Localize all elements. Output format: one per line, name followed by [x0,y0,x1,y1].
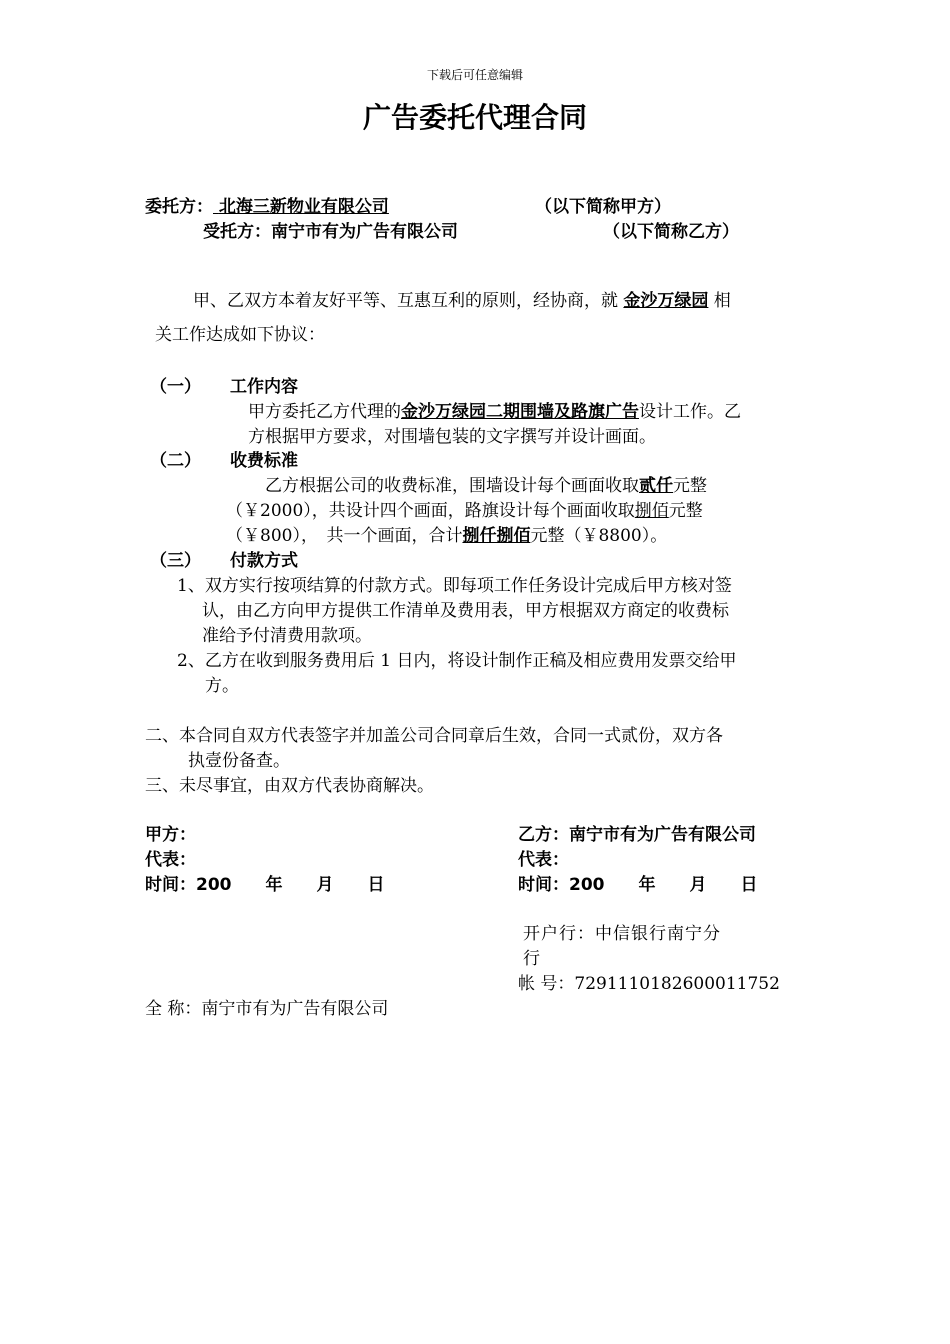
client-alias: （以下简称甲方） [535,197,671,217]
section-3-title: 付款方式 [230,551,298,571]
section-1-line-2: 方根据甲方要求，对围墙包装的文字撰写并设计画面。 [248,427,656,447]
section-2-line-1 [265,471,707,496]
agent-alias: （以下简称乙方） [603,222,739,242]
section-2-title: 收费标准 [230,451,298,471]
clause-2-line-1: 二、本合同自双方代表签字并加盖公司合同章后生效，合同一式贰份，双方各 [145,726,723,746]
clause-2-line-2: 执壹份备查。 [188,751,290,771]
s1-project: 金沙万绿园二期围墙及路旗广告 [401,402,639,422]
party-a-time: 时间：200 年 月 日 [145,875,385,895]
section-2-line-2 [226,496,703,521]
s2-total: 捌仟捌佰 [462,526,531,546]
section-1-line-1 [248,397,741,422]
client-name: 北海三新物业有限公司 [218,197,389,217]
s2-amount-1: 贰仟 [639,476,673,496]
s1-text-a: 甲方委托乙方代理的 [248,402,401,422]
client-line [145,192,389,217]
s2-l2-text-c: 元整 [668,501,703,521]
intro-text-after: 相 [708,291,731,311]
party-a-label: 甲方： [145,825,196,845]
section-3-item-2-line-2: 方。 [205,676,239,696]
s2-l2-text-a: （￥2000），共设计四个画面，路旗设计每个画面收取 [226,501,635,521]
section-1-title: 工作内容 [230,377,298,397]
agent-line [203,217,458,242]
section-3-item-2-line-1: 2、乙方在收到服务费用后 1 日内，将设计制作正稿及相应费用发票交给甲 [177,651,737,671]
section-3-item-1-line-1: 1、双方实行按项结算的付款方式。即每项工作任务设计完成后甲方核对签 [177,576,732,596]
party-b-label: 乙方：南宁市有为广告有限公司 [518,825,756,845]
bank-line-2: 行 [523,949,540,969]
section-3-number: （三） [150,551,201,571]
party-a-rep: 代表： [145,850,196,870]
project-name: 金沙万绿园 [623,291,709,311]
party-b-rep: 代表： [518,850,569,870]
bank-line-1: 开户行：中信银行南宁分 [523,924,721,944]
party-b-time: 时间：200 年 月 日 [518,875,758,895]
section-1-number: （一） [150,377,201,397]
intro-text-before: 甲、乙双方本着友好平等、互惠互利的原则，经协商，就 [193,291,624,311]
s2-l1-text-c: 元整 [673,476,707,496]
s1-text-c: 设计工作。乙 [639,402,741,422]
client-label: 委托方： [145,197,213,217]
account-number: 帐 号：7291110182600011752 [518,974,780,994]
section-3-item-1-line-2: 认，由乙方向甲方提供工作清单及费用表，甲方根据双方商定的收费标 [202,601,729,621]
s2-l1-text-a: 乙方根据公司的收费标准，围墙设计每个画面收取 [265,476,639,496]
intro-line-2: 关工作达成如下协议： [155,325,325,345]
header-note: 下载后可任意编辑 [426,68,523,82]
s2-l3-text-c: 元整（￥8800）。 [530,526,668,546]
agent-name: 南宁市有为广告有限公司 [271,222,458,242]
page-title: 广告委托代理合同 [362,101,587,134]
section-2-line-3 [226,521,667,546]
s2-amount-2: 捌佰 [634,501,669,521]
clause-3: 三、未尽事宜，由双方代表协商解决。 [145,776,434,796]
section-3-item-1-line-3: 准给予付清费用款项。 [202,626,372,646]
agent-label: 受托方： [203,222,271,242]
section-2-number: （二） [150,451,201,471]
s2-l3-text-a: （￥800）， 共一个画面，合计 [226,526,463,546]
full-name: 全 称：南宁市有为广告有限公司 [145,999,389,1019]
intro-line-1 [193,286,731,311]
